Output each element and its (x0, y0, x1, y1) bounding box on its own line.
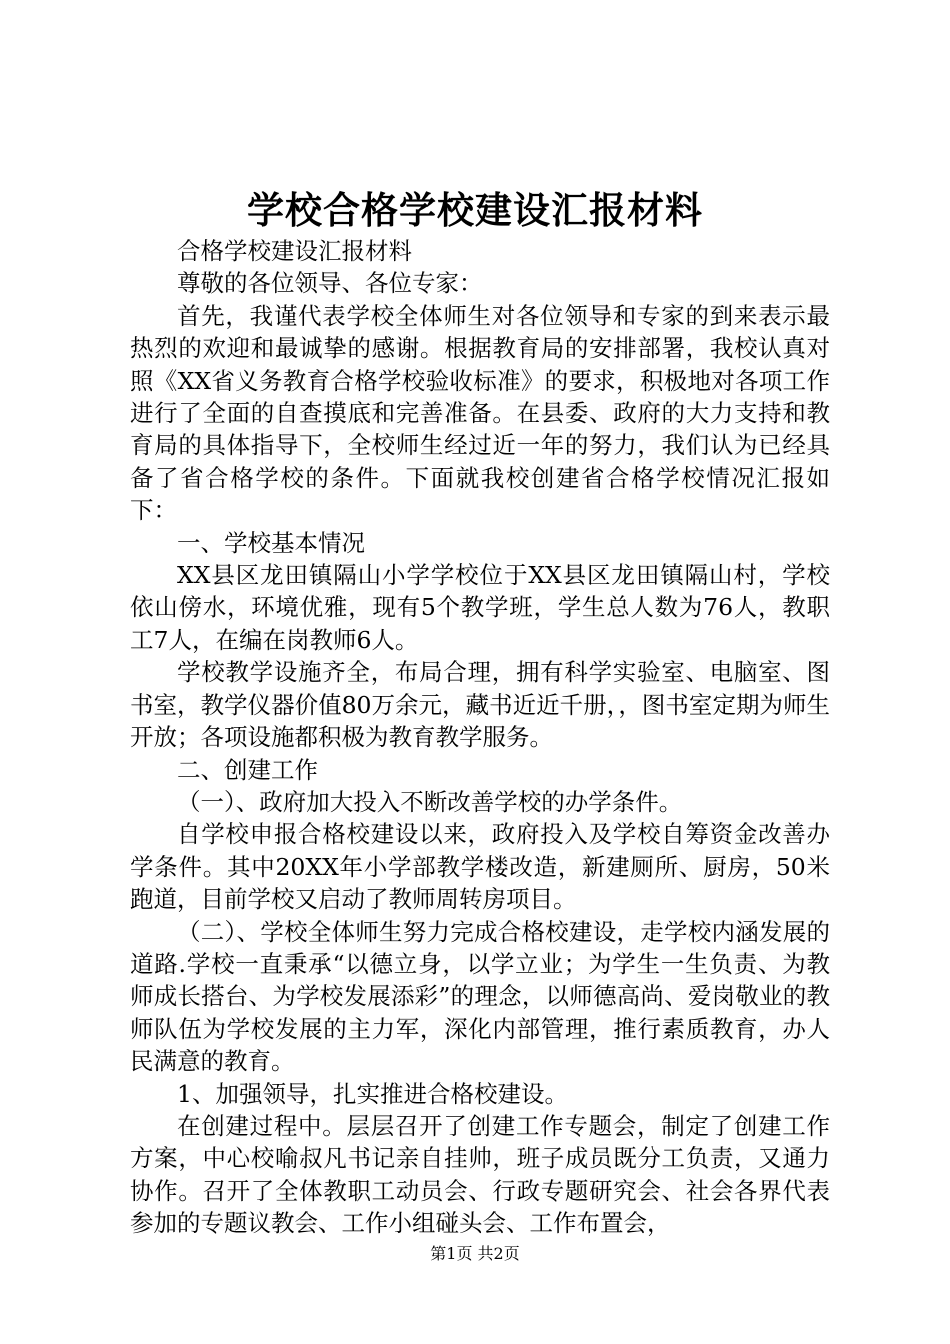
section-heading: 一、学校基本情况 (177, 528, 365, 557)
paragraph: 首先，我谨代表学校全体师生对各位领导和专家的到来表示最热烈的欢迎和最诚挚的感谢。根据教育局的安排部署，我校认真对照《XX省义务教育合格学校验收标准》的要求，积极地对各项工作进行了全面的自查摸底和完善准备。在县委、政府的大力支持和教育局的具体指导下，全校师生经过近一年的努力，我们认为已经具备了省合格学校的条件。下面就我校创建省合格学校情况汇报如下： (130, 301, 830, 525)
paragraph: XX县区龙田镇隔山小学学校位于XX县区龙田镇隔山村，学校依山傍水，环境优雅，现有5个教学班，学生总人数为76人，教职工7人，在编在岗教师6人。 (130, 561, 830, 654)
subsection-heading: 1、加强领导，扎实推进合格校建设。 (177, 1079, 568, 1108)
paragraph: 尊敬的各位领导、各位专家： (177, 269, 483, 298)
paragraph: 在创建过程中。层层召开了创建工作专题会，制定了创建工作方案，中心校喻叔凡书记亲自挂帅，班子成员既分工负责，又通力协作。召开了全体教职工动员会、行政专题研究会、社会各界代表参加的专题议教会、工作小组碰头会、工作布置会， (130, 1111, 830, 1238)
section-heading: 二、创建工作 (177, 755, 318, 784)
paragraph: 学校教学设施齐全，布局合理，拥有科学实验室、电脑室、图书室，教学仪器价值80万余元，藏书近近千册，，图书室定期为师生开放；各项设施都积极为教育教学服务。 (130, 658, 830, 752)
document-body (130, 235, 830, 1240)
paragraph: 自学校申报合格校建设以来，政府投入及学校自筹资金改善办学条件。其中20XX年小学部教学楼改造，新建厕所、厨房，50米跑道，目前学校又启动了教师周转房项目。 (130, 820, 830, 914)
page-footer: 第1页 共2页 (430, 1244, 520, 1263)
subsection-heading: （一）、政府加大投入不断改善学校的办学条件。 (177, 787, 683, 816)
document-title: 学校合格学校建设汇报材料 (247, 188, 703, 232)
paragraph: 合格学校建设汇报材料 (177, 237, 412, 265)
paragraph: （二）、学校全体师生努力完成合格校建设，走学校内涵发展的道路.学校一直秉承“以德立身，以学立业；为学生一生负责、为教师成长搭台、为学校发展添彩”的理念，以师德高尚、爱岗敬业的教师队伍为学校发展的主力军，深化内部管理，推行素质教育，办人民满意的教育。 (130, 917, 830, 1076)
